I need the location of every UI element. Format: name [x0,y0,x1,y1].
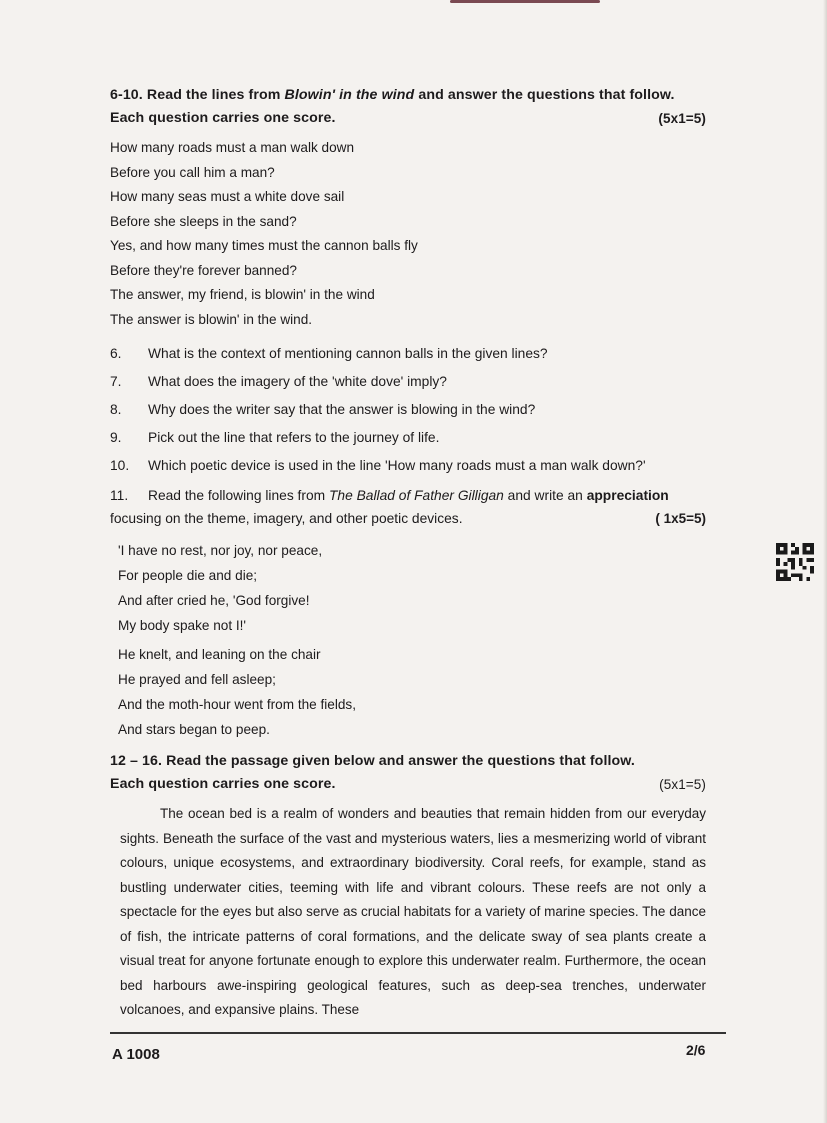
poem-line: My body spake not I!' [118,618,247,633]
question-6 [110,340,706,368]
section-2-heading-line1: 12 – 16. Read the passage given below and answer the questions that follow. [110,753,635,769]
ballad-stanza-2 [110,642,706,742]
poem-line: 'I have no rest, nor joy, nor peace, [118,543,323,558]
poem-line: Yes, and how many times must the cannon balls fly [110,238,418,253]
passage-text [110,802,706,1023]
ballad-title: The Ballad of Father Gilligan [328,488,504,503]
poem-line: Before she sleeps in the sand? [110,213,297,229]
section-2-score: (5x1=5) [659,777,706,792]
poem-line: For people die and die; [118,568,258,583]
appreciation-word: appreciation [586,488,669,503]
passage-body: The ocean bed is a realm of wonders and beauties that remain hidden from our everyday sights. Beneath the surface of the vast and mysterious waters, lies a mesmerizing world of vibrant colours, unique ecosystems, and extraordinary biodiversity. Coral reefs, for example, stand as bustling underwater cities, teeming with life and vibrant colours. These reefs are not only a spectacle for the eyes but also serve as crucial habitats for a variety of marine species. The dance of fish, the intricate patterns of coral formations, and the delicate sway of sea plants create a visual treat for anyone fortunate enough to explore this underwater realm. Furthermore, the ocean bed harbours awe-inspiring geological features, such as deep-sea trenches, underwater volcanoes, and expansive plains. These [120,806,706,1017]
question-9 [110,424,706,452]
section-1-score: (5x1=5) [658,111,706,126]
question-text: Which poetic device is used in the line 'How many roads must a man walk down?' [148,458,646,473]
question-text: What does the imagery of the 'white dove' imply? [148,374,447,389]
page-number: 2/6 [686,1042,706,1058]
poem-line: He knelt, and leaning on the chair [118,647,321,662]
question-8 [110,396,706,424]
page-content [110,84,706,1023]
question-number: 11. [110,488,129,503]
question-text: What is the context of mentioning cannon balls in the given lines? [148,346,548,361]
question-number: 10. [110,458,130,473]
question-number: 6. [110,346,122,361]
section-2-heading [110,750,706,796]
paper-code: A 1008 [112,1046,160,1063]
question-number: 8. [110,402,122,417]
poem-line: How many roads must a man walk down [110,140,355,155]
question-list [110,340,706,480]
question-11-score: ( 1x5=5) [655,511,706,526]
question-10 [110,452,706,480]
section-1-heading-line2: Each question carries one score. [110,110,336,126]
question-number: 7. [110,374,122,389]
question-11: 11. Read the following lines from The Ballad of Father Gilligan and write an appreciation focusing on the theme, imagery, and other poetic devices. ( 1x5=5) [110,484,706,530]
top-edge-mark [450,0,600,3]
poem-line: How many seas must a white dove sail [110,189,345,204]
poem-line: Before you call him a man? [110,164,275,180]
footer-divider [110,1032,726,1034]
poem-title: Blowin' in the wind [284,87,415,103]
question-text: Pick out the line that refers to the journey of life. [148,430,440,445]
ballad-stanza-1 [110,538,706,638]
section-1-heading [110,84,706,130]
poem-line: And after cried he, 'God forgive! [118,593,310,608]
page-edge-shadow [823,0,827,1123]
question-7 [110,368,706,396]
poem-line: And stars began to peep. [118,722,270,737]
poem-line: He prayed and fell asleep; [118,672,276,687]
poem-line: And the moth-hour went from the fields, [118,697,357,712]
question-text: Why does the writer say that the answer is blowing in the wind? [148,402,536,417]
question-11-line2: focusing on the theme, imagery, and other poetic devices. [110,511,463,526]
question-number: 9. [110,430,122,445]
qr-code-icon [775,543,815,581]
poem-line: The answer is blowin' in the wind. [110,311,313,327]
poem-line: Before they're forever banned? [110,262,297,278]
section-2-heading-line2: Each question carries one score. [110,776,336,792]
section-1-heading-line1: 6-10. Read the lines from Blowin' in the wind and answer the questions that follow. [110,87,675,103]
poem-blowin-in-the-wind [110,136,706,332]
poem-line: The answer, my friend, is blowin' in the wind [110,287,375,302]
